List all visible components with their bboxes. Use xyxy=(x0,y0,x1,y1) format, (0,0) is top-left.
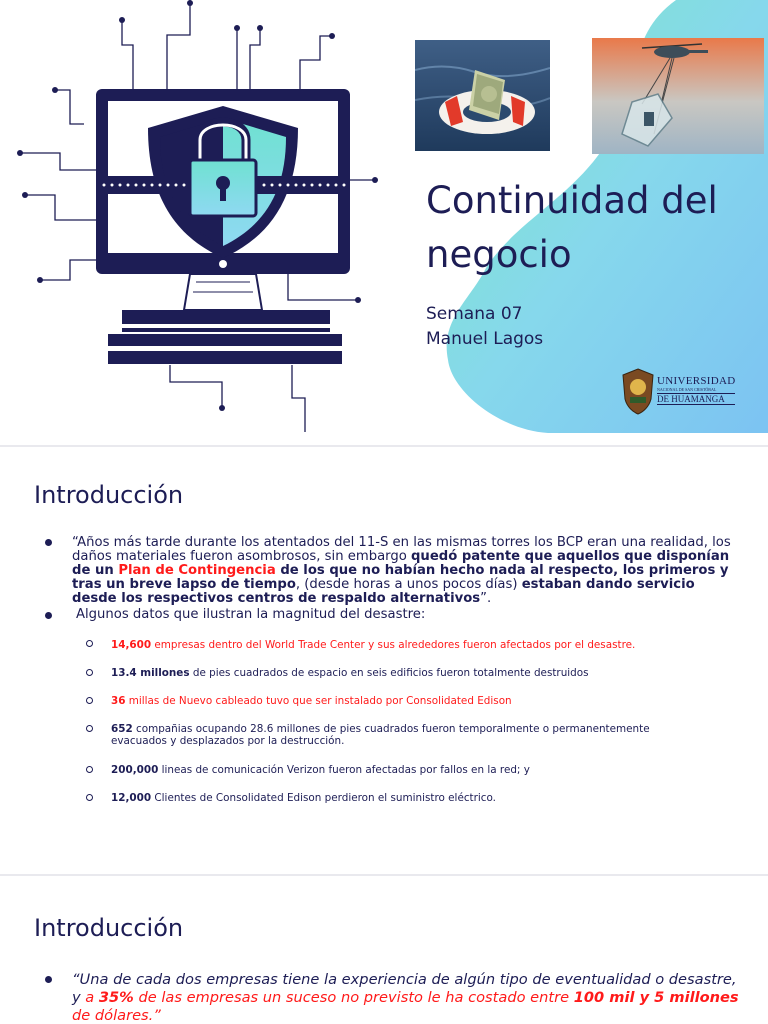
fact-text: lineas de comunicación Verizon fueron afectadas por fallos en la red; y xyxy=(158,764,530,776)
slide-heading: Introducción xyxy=(34,481,184,509)
fact-item xyxy=(111,667,711,679)
sub-bullet xyxy=(86,766,93,773)
quote-text: de dólares.” xyxy=(72,1007,161,1024)
sub-bullet xyxy=(86,794,93,801)
money-lifebuoy-photo xyxy=(415,40,550,151)
university-line3: DE HUAMANGA xyxy=(657,393,735,405)
intro-slide-2 xyxy=(0,893,768,1024)
sub-bullet xyxy=(86,697,93,704)
slide-separator xyxy=(0,874,768,876)
amount-highlight: 100 mil y 5 millones xyxy=(573,989,739,1006)
sub-bullet xyxy=(86,669,93,676)
slide-heading: Introducción xyxy=(34,914,184,942)
quote-text: de las empresas un suceso no previsto le ha costado entre xyxy=(133,989,574,1006)
helicopter-rescue-photo xyxy=(592,38,764,154)
bullet-dot xyxy=(45,539,52,546)
university-crest-icon xyxy=(621,367,655,415)
fact-value: 14,600 xyxy=(111,639,152,651)
fact-text: empresas dentro del World Trade Center y sus alrededores fueron afectados por el desastre. xyxy=(151,639,636,651)
slide-separator xyxy=(0,445,768,447)
fact-value: 12,000 xyxy=(111,792,152,804)
fact-value: 652 xyxy=(111,723,133,735)
sub-bullet xyxy=(86,640,93,647)
subtitle-block xyxy=(426,302,543,352)
slide-title: Continuidad del negocio xyxy=(426,179,718,276)
quote-text: “Años más tarde durante los atentados del 11-S en las mismas torres los BCP eran una realidad, los daños materiales fueron asombrosos, sin embargo xyxy=(72,535,731,564)
fact-item xyxy=(111,639,711,651)
percent-highlight: 35% xyxy=(98,989,134,1006)
fact-item xyxy=(111,792,711,804)
fact-item xyxy=(111,764,711,776)
fact-value: 36 xyxy=(111,695,126,707)
title-slide xyxy=(0,0,768,433)
fact-text: de pies cuadrados de espacio en seis edificios fueron totalmente destruidos xyxy=(189,667,589,679)
author-name: Manuel Lagos xyxy=(426,329,544,349)
plan-contingencia-highlight: Plan de Contingencia xyxy=(118,563,276,578)
quote-paragraph xyxy=(72,536,738,606)
quote-text: “Una de cada dos empresas tiene la experiencia de algún tipo de eventualidad o desastre, y xyxy=(72,971,737,1006)
data-intro: Algunos datos que ilustran la magnitud del desastre: xyxy=(76,607,426,622)
fact-item xyxy=(111,695,711,707)
fact-text: Clientes de Consolidated Edison perdieron el suministro eléctrico. xyxy=(151,792,496,804)
bullet-dot xyxy=(45,612,52,619)
quote-text: a xyxy=(85,989,99,1006)
fact-text: millas de Nuevo cableado tuvo que ser instalado por Consolidated Edison xyxy=(125,695,512,707)
fact-value: 13.4 millones xyxy=(111,667,190,679)
fact-item xyxy=(111,723,691,747)
sub-bullet xyxy=(86,725,93,732)
fact-value: 200,000 xyxy=(111,764,159,776)
quote-text: , (desde horas a unos pocos días) xyxy=(295,577,522,592)
security-computer-illustration xyxy=(0,0,400,433)
week-label: Semana 07 xyxy=(426,304,523,324)
quote-bold: quedó patente que aquellos que disponían de un xyxy=(72,549,730,578)
quote-bold: de los que no habían hecho nada al respecto, los primeros y tras un breve lapso de tiempo xyxy=(72,563,729,592)
statistic-quote xyxy=(72,971,740,1024)
university-name xyxy=(657,376,735,405)
university-line2: NACIONAL DE SAN CRISTÓBAL xyxy=(657,387,717,392)
bullet-dot xyxy=(45,976,52,983)
quote-text: ”. xyxy=(480,591,492,606)
quote-bold: estaban dando servicio desde los respectivos centros de respaldo alternativos xyxy=(72,577,695,606)
university-line1: UNIVERSIDAD xyxy=(657,375,736,387)
intro-slide xyxy=(0,459,768,859)
fact-text: compañias ocupando 28.6 millones de pies cuadrados fueron temporalmente o permanentemente evacuados y desplazados por la destrucción. xyxy=(111,723,650,747)
